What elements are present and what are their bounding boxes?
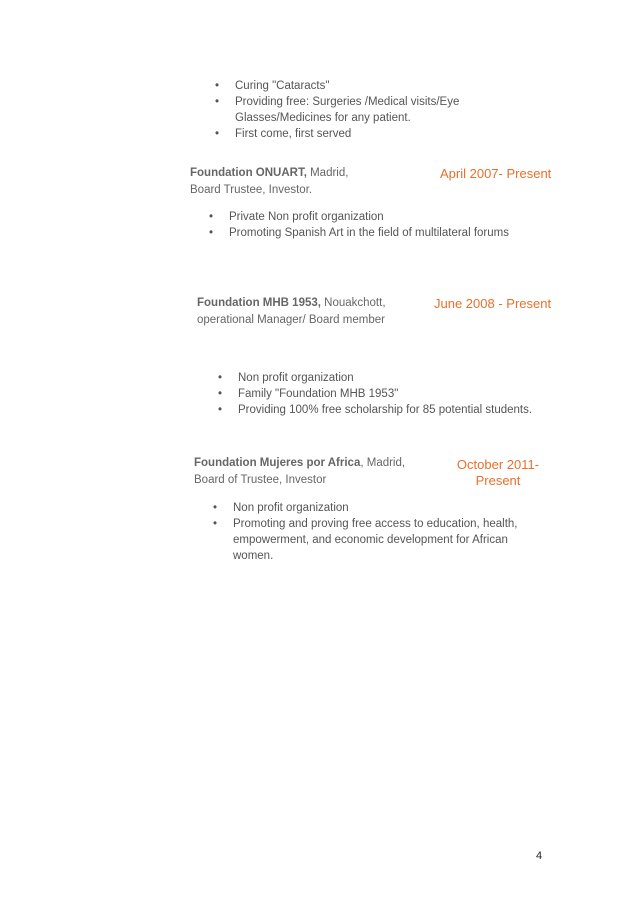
bullet-icon: • <box>218 388 223 400</box>
entry-mhb-header <box>197 295 427 329</box>
list-item: • Providing 100% free scholarship for 85 potential students. <box>218 404 533 416</box>
org-location: Madrid, <box>306 167 349 179</box>
list-item: • Non profit organization <box>213 502 349 514</box>
list-item: • Curing "Cataracts" <box>215 80 330 92</box>
date-line-2: Present <box>475 473 521 488</box>
entry-mujeres-bullets <box>213 500 523 564</box>
bullet-icon: • <box>209 211 214 223</box>
entry-onuart-date: April 2007- Present <box>440 166 552 181</box>
list-item: • Non profit organization <box>218 372 354 384</box>
entry-mhb-bullets <box>218 370 548 418</box>
bullet-icon: • <box>215 80 220 92</box>
list-item: • Promoting and proving free access to education, health, empowerment, and economic development for African women. <box>213 518 518 562</box>
entry-onuart-bullets <box>209 209 529 241</box>
bullet-icon: • <box>215 128 220 140</box>
org-name: Foundation ONUART, <box>190 167 307 179</box>
bullet-icon: • <box>215 96 220 108</box>
intro-bullet-list <box>215 78 485 142</box>
org-role: Board Trustee, Investor. <box>190 184 313 196</box>
list-item: • First come, first served <box>215 128 352 140</box>
org-name: Foundation Mujeres por Africa <box>194 457 361 469</box>
page-number: 4 <box>536 850 543 862</box>
org-location: Nouakchott, <box>320 297 386 309</box>
org-name: Foundation MHB 1953, <box>197 297 321 309</box>
list-item: • Providing free: Surgeries /Medical visits/Eye Glasses/Medicines for any patient. <box>215 96 460 124</box>
bullet-icon: • <box>218 372 223 384</box>
list-item: • Family "Foundation MHB 1953" <box>218 388 399 400</box>
entry-mhb-date: June 2008 - Present <box>434 296 552 311</box>
bullet-icon: • <box>218 404 223 416</box>
list-item: • Private Non profit organization <box>209 211 384 223</box>
bullet-icon: • <box>213 502 218 514</box>
org-role: Board of Trustee, Investor <box>194 474 327 486</box>
org-location: , Madrid, <box>360 457 406 469</box>
org-role: operational Manager/ Board member <box>197 314 385 326</box>
entry-mujeres-header <box>194 455 434 489</box>
list-item: • Promoting Spanish Art in the field of multilateral forums <box>209 227 509 239</box>
bullet-icon: • <box>213 518 218 530</box>
date-line-1: October 2011- <box>456 457 540 472</box>
bullet-icon: • <box>209 227 214 239</box>
entry-mujeres-date <box>448 457 548 489</box>
entry-onuart-header <box>190 165 410 199</box>
